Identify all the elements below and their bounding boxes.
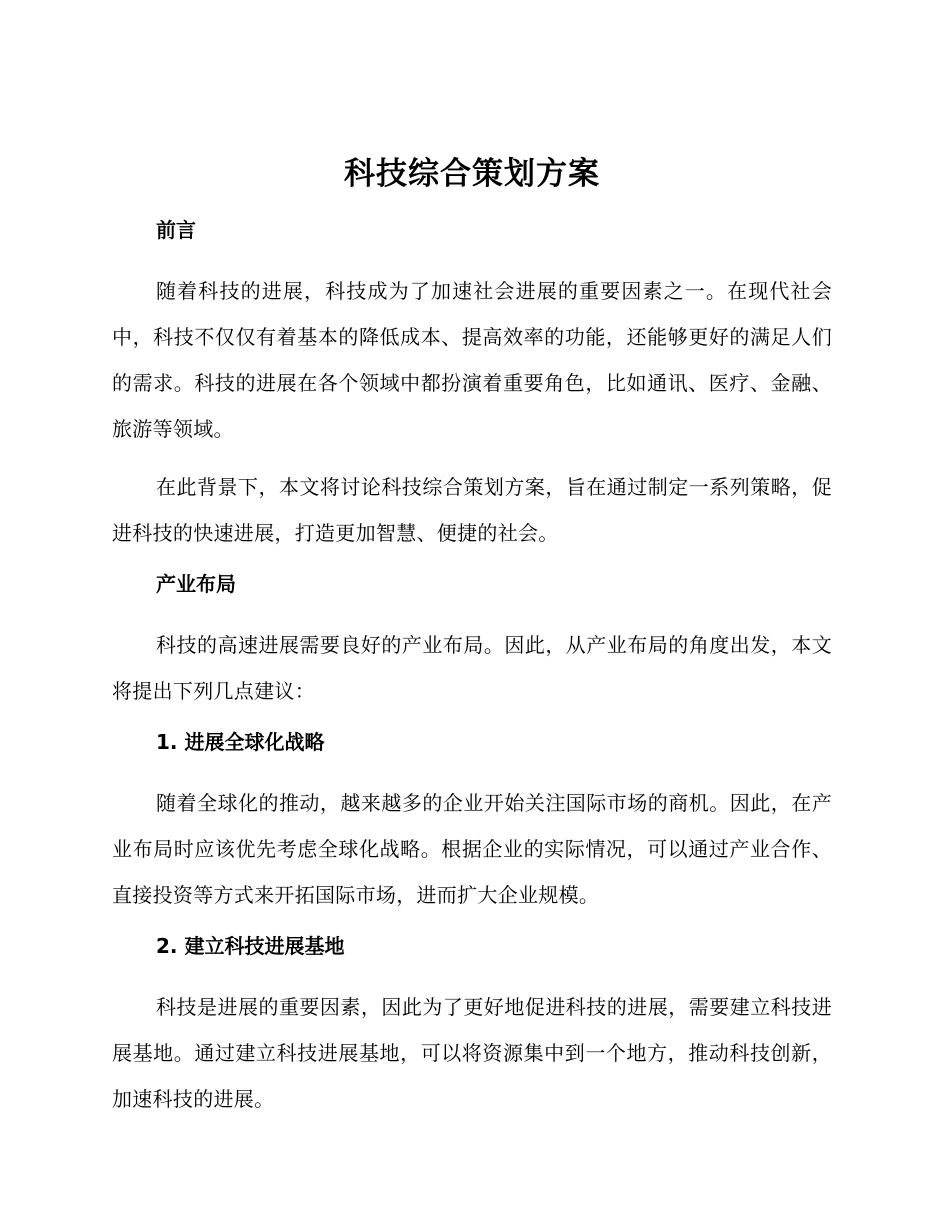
preface-paragraph-2: 在此背景下，本文将讨论科技综合策划方案，旨在通过制定一系列策略，促进科技的快速进展，打造更加智慧、便捷的社会。 — [112, 475, 832, 545]
spacer — [112, 918, 832, 930]
section-heading-tech-base: 2. 建立科技进展基地 — [156, 934, 345, 958]
spacer — [112, 758, 832, 780]
section-heading-industry-layout: 产业布局 — [156, 572, 236, 596]
spacer — [112, 556, 832, 568]
spacer — [112, 452, 832, 464]
spacer — [112, 962, 832, 984]
document-title: 科技综合策划方案 — [344, 156, 600, 192]
spacer — [112, 714, 832, 726]
section-heading-preface: 前言 — [156, 218, 196, 242]
spacer — [112, 600, 832, 622]
section-heading-globalization: 1. 进展全球化战略 — [156, 730, 325, 754]
globalization-paragraph: 随着全球化的推动，越来越多的企业开始关注国际市场的商机。因此，在产业布局时应该优先考虑全球化战略。根据企业的实际情况，可以通过产业合作、直接投资等方式来开拓国际市场，进而扩大企业规模。 — [112, 791, 832, 907]
industry-layout-paragraph: 科技的高速进展需要良好的产业布局。因此，从产业布局的角度出发，本文将提出下列几点建议： — [112, 633, 832, 703]
preface-paragraph-1: 随着科技的进展，科技成为了加速社会进展的重要因素之一。在现代社会中，科技不仅仅有着基本的降低成本、提高效率的功能，还能够更好的满足人们的需求。科技的进展在各个领域中都扮演着重要角色，比如通讯、医疗、金融、旅游等领域。 — [112, 279, 832, 441]
spacer — [112, 246, 832, 268]
tech-base-paragraph: 科技是进展的重要因素，因此为了更好地促进科技的进展，需要建立科技进展基地。通过建立科技进展基地，可以将资源集中到一个地方，推动科技创新，加速科技的进展。 — [112, 995, 832, 1111]
document-page — [112, 148, 832, 1122]
